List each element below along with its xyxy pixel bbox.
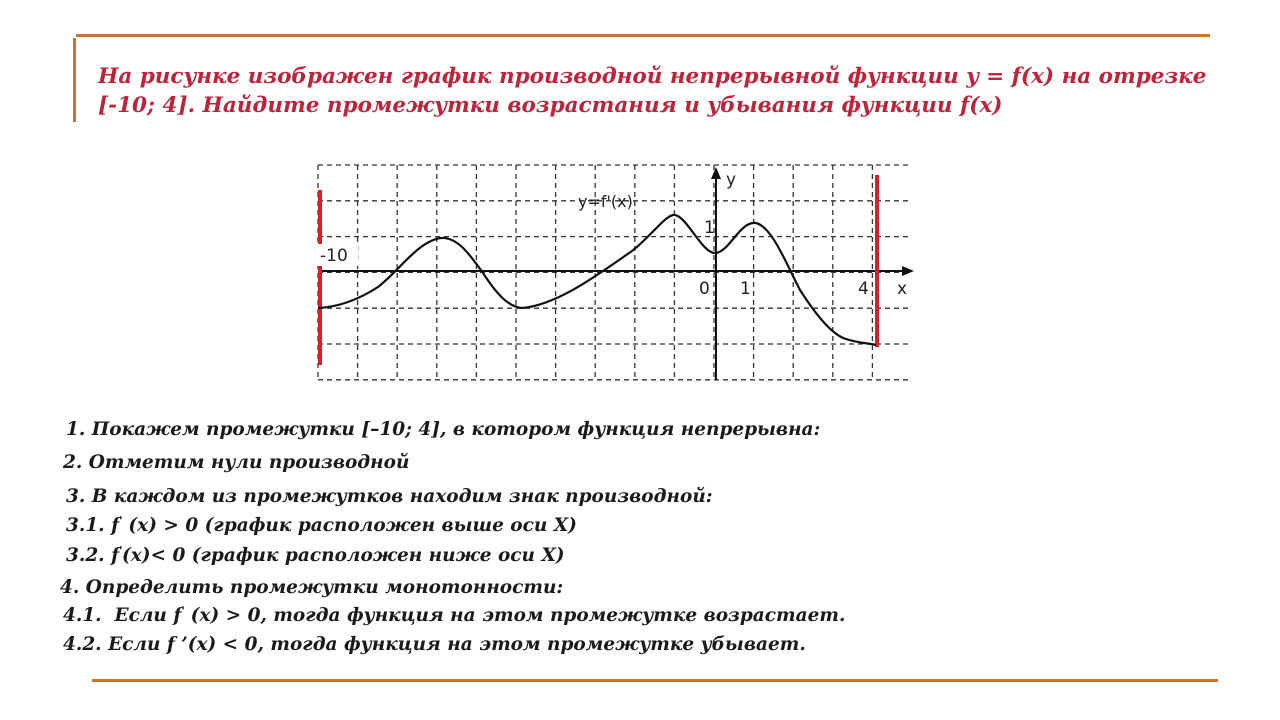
step-3-2-number: 3.2.	[66, 545, 105, 567]
y-axis-arrow	[711, 167, 721, 179]
step-3-2	[66, 544, 565, 566]
tick-label-zero: 0	[699, 279, 710, 299]
step-1: 1. Покажем промежутки [–10; 4], в котором функция непрерывна:	[66, 419, 821, 440]
prime-mark: ′	[181, 604, 185, 617]
tick-label-one-y: 1	[704, 218, 715, 238]
step-4-2: 4.2. Если f ’(x) < 0, тогда функция на этом промежутке убывает.	[63, 634, 806, 655]
step-3-1-text: (x) > 0 (график расположен выше оси Х)	[128, 515, 577, 537]
derivative-curve	[318, 215, 876, 345]
bottom-rule	[92, 679, 1218, 682]
step-2: 2. Отметим нули производной	[63, 452, 410, 473]
x-axis-arrow	[902, 266, 914, 276]
derivative-graph	[300, 155, 920, 390]
prime-mark: ′	[119, 544, 122, 557]
tick-label-four: 4	[858, 279, 869, 299]
problem-statement	[98, 62, 1268, 120]
problem-line-2: [-10; 4]. Найдите промежутки возрастания и убывания функции f(x)	[98, 93, 1003, 118]
step-3-1-f: f	[111, 515, 120, 537]
step-3: 3. В каждом из промежутков находим знак производной:	[66, 486, 713, 507]
step-3-2-f: f	[111, 545, 120, 567]
step-4-1-text-a: Если f	[114, 605, 182, 627]
y-axis-label: y	[726, 170, 737, 190]
step-3-1-number: 3.1.	[66, 515, 105, 537]
tick-label-one-x: 1	[740, 279, 751, 299]
left-rule	[73, 38, 76, 122]
top-rule	[76, 34, 1210, 37]
step-3-2-text: (x)< 0 (график расположен ниже оси Х)	[121, 545, 565, 567]
tick-label-minus10: -10	[320, 246, 348, 266]
curve-label: y=f'(x)	[578, 192, 633, 211]
problem-line-1: На рисунке изображен график производной непрерывной функции y = f(x) на отрезке	[98, 64, 1207, 89]
step-4-1-text-b: (x) > 0, тогда функция на этом промежутке возрастает.	[190, 605, 846, 627]
step-4-1-number: 4.1.	[63, 605, 102, 627]
step-3-1	[66, 514, 577, 536]
prime-mark: ′	[119, 514, 122, 527]
step-4-1	[63, 604, 845, 626]
step-4: 4. Определить промежутки монотонности:	[60, 577, 564, 598]
x-axis-label: x	[897, 279, 908, 299]
